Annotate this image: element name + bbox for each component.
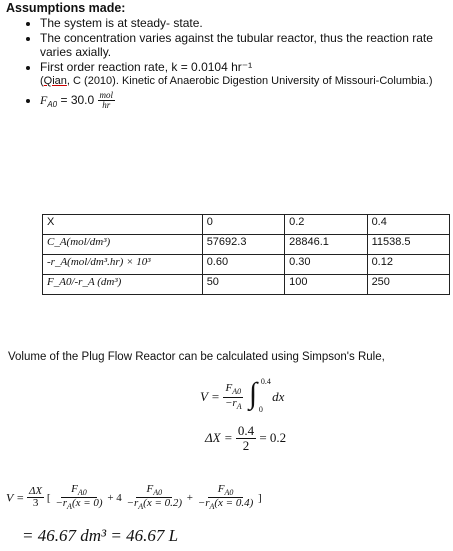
table-cell: 250 <box>367 275 449 295</box>
table-cell: 50 <box>202 275 284 295</box>
citation-rest: , C (2010). Kinetic of Anaerobic Digestion University of Missouri-Columbia.) <box>66 75 433 87</box>
table-row-label: C_A(mol/dm³) <box>43 235 203 255</box>
citation-author: Qian <box>43 75 67 87</box>
integral-sign: ∫ 0.4 0 <box>248 377 271 414</box>
simpson-equation: V = $\frac{\Delta X}{3}$ [ $\frac{F_{A0}}{-r_A(x = 0)}$ + 4 $\frac{F_{A0}}{-r_A(x = 0.2)}$ + $\frac{F_{A0}}{-r_A(x = 0.4)}$ ] <box>6 483 262 512</box>
data-table <box>42 214 450 295</box>
table-cell: 57692.3 <box>202 235 284 255</box>
table-row-label: -r_A(mol/dm³.hr) × 10³ <box>43 255 203 275</box>
table-header-cell: X <box>43 215 203 235</box>
table-cell: 0.4 <box>367 215 449 235</box>
table-cell: 0.2 <box>285 215 367 235</box>
volume-integral-equation: V = $\frac{F_{A0}}{-r_A}$ ∫ 0.4 0 dx <box>200 377 285 414</box>
table-cell: 100 <box>285 275 367 295</box>
rate-constant-text: First order reaction rate, k = 0.0104 hr⁻¹ <box>40 60 253 74</box>
table-cell: 28846.1 <box>285 235 367 255</box>
table-row <box>43 275 450 295</box>
delta-x-equation: ΔX = $\frac{0.4}{2}$ = 0.2 <box>205 423 287 453</box>
simpson-paragraph: Volume of the Plug Flow Reactor can be calculated using Simpson's Rule, <box>8 351 385 363</box>
fa0-unit: $\frac{\text{mol}}{hr}$ <box>99 90 114 111</box>
citation: (Qian, C (2010). Kinetic of Anaerobic Digestion University of Missouri-Columbia.) <box>40 75 433 87</box>
table-row-label: F_A0/-r_A (dm³) <box>43 275 203 295</box>
assumption-item: • The system is at steady- state. <box>40 16 453 30</box>
assumption-item: • $F_{A0} = 30.0$ $\frac{\text{mol}}{hr}$ <box>40 91 453 112</box>
assumption-item: • The concentration varies against the tubular reactor, thus the reaction rate varies axially. <box>40 31 453 59</box>
assumptions-heading: Assumptions made: <box>6 1 126 15</box>
table-cell: 0.12 <box>367 255 449 275</box>
table-cell: 0.60 <box>202 255 284 275</box>
table-cell: 0.30 <box>285 255 367 275</box>
assumption-item <box>40 60 453 88</box>
assumptions-list <box>22 16 453 113</box>
table-row <box>43 255 450 275</box>
result-equation: = 46.67 dm³ = 46.67 L <box>22 526 179 545</box>
table-cell: 0 <box>202 215 284 235</box>
table-row <box>43 235 450 255</box>
table-header-row <box>43 215 450 235</box>
table-cell: 11538.5 <box>367 235 449 255</box>
